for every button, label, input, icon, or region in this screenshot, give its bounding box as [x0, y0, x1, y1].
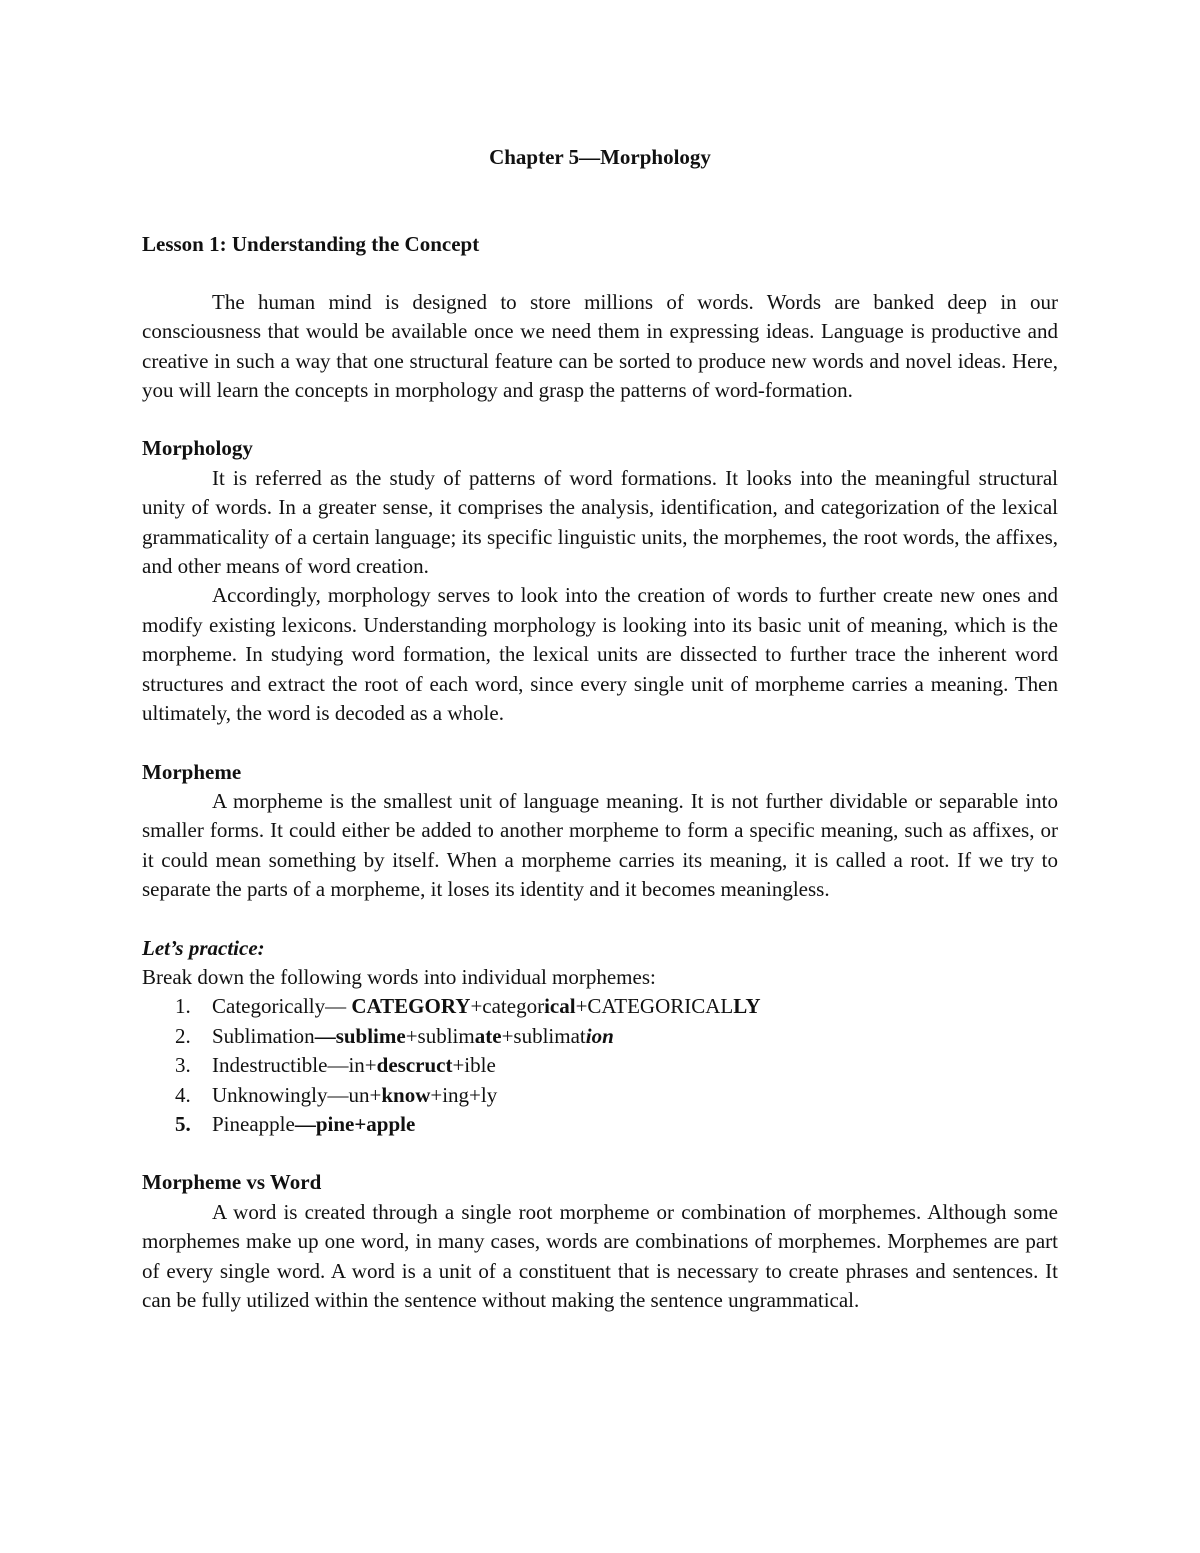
- item-part: +categor: [470, 994, 545, 1019]
- root-morpheme: —pine+apple: [294, 1111, 416, 1136]
- morpheme-heading: Morpheme: [142, 759, 242, 784]
- item-text: [212, 1051, 496, 1080]
- item-number: 4.: [175, 1082, 191, 1107]
- root-morpheme: —sublime: [314, 1023, 406, 1048]
- morpheme-vs-word-paragraph: A word is created through a single root morpheme or combination of morphemes. Although some morphemes make up one word, in many cases, words are combinations of morphemes. Morphemes are part of every single word. A word is a unit of a constituent that is necessary to create phrases and sentences. It can be fully utilized within the sentence without making the sentence ungrammatical.: [142, 1199, 1058, 1312]
- list-item: [142, 1022, 1058, 1051]
- suffix-morpheme: ate: [474, 1023, 502, 1048]
- list-item: [142, 992, 1058, 1021]
- item-word: Unknowingly—un+: [212, 1082, 382, 1107]
- practice-instruction: Break down the following words into individual morphemes:: [142, 964, 656, 989]
- item-part: +CATEGORICAL: [575, 994, 734, 1019]
- intro-paragraph: The human mind is designed to store millions of words. Words are banked deep in our consciousness that would be available once we need them in expressing ideas. Language is productive and creative in such a way that one structural feature can be sorted to produce new words and novel ideas. Here, you will learn the concepts in morphology and grasp the patterns of word-formation.: [142, 289, 1058, 403]
- suffix-morpheme: ical: [544, 994, 576, 1019]
- item-word: Pineapple: [212, 1111, 295, 1136]
- item-part: +ible: [452, 1053, 496, 1078]
- item-part: +sublimat: [501, 1023, 586, 1048]
- list-item: [142, 1051, 1058, 1080]
- root-morpheme: know: [381, 1082, 431, 1107]
- item-text: [212, 1110, 415, 1139]
- list-item: [142, 1081, 1058, 1110]
- list-item: [142, 1110, 1058, 1139]
- item-text: [212, 1081, 497, 1110]
- item-word: Categorically—: [212, 994, 352, 1019]
- morpheme-vs-word-heading: Morpheme vs Word: [142, 1170, 322, 1195]
- morpheme-paragraph: A morpheme is the smallest unit of language meaning. It is not further dividable or separable into smaller forms. It could either be added to another morpheme to form a specific meaning, such as affixes, or it could mean something by itself. When a morpheme carries its meaning, it is called a root. If we try to separate the parts of a morpheme, it loses its identity and it becomes meaningless.: [142, 788, 1058, 902]
- morphology-paragraph-2: Accordingly, morphology serves to look into the creation of words to further create new ones and modify existing lexicons. Understanding morphology is looking into its basic unit of meaning, which is the morpheme. In studying word formation, the lexical units are dissected to further trace the inherent word structures and extract the root of each word, since every single unit of morpheme carries a meaning. Then ultimately, the word is decoded as a whole.: [142, 583, 1058, 726]
- chapter-title: Chapter 5—Morphology: [489, 145, 711, 169]
- item-word: Indestructible—in+: [212, 1053, 377, 1078]
- suffix-morpheme: ion: [585, 1023, 614, 1048]
- morphology-heading: Morphology: [142, 436, 253, 461]
- item-number: 2.: [175, 1023, 191, 1048]
- root-morpheme: CATEGORY: [351, 994, 471, 1019]
- root-morpheme: descruct: [376, 1053, 453, 1078]
- item-word: Sublimation: [212, 1023, 315, 1048]
- item-number: 5.: [175, 1111, 191, 1136]
- item-part: +ing+ly: [430, 1082, 498, 1107]
- suffix-morpheme: LY: [733, 994, 761, 1019]
- lesson-heading: Lesson 1: Understanding the Concept: [142, 232, 480, 257]
- item-text: [212, 992, 761, 1021]
- item-text: [212, 1022, 614, 1051]
- item-number: 3.: [175, 1053, 191, 1078]
- morphology-paragraph-1: It is referred as the study of patterns of word formations. It looks into the meaningful structural unity of words. In a greater sense, it comprises the analysis, identification, and categorization of the lexical grammaticality of a certain language; its specific linguistic units, the morphemes, the root words, the affixes, and other means of word creation.: [142, 465, 1058, 579]
- exercise-list: [142, 992, 1058, 1139]
- practice-label: Let’s practice:: [142, 935, 265, 960]
- item-part: +sublim: [405, 1023, 475, 1048]
- item-number: 1.: [175, 994, 191, 1019]
